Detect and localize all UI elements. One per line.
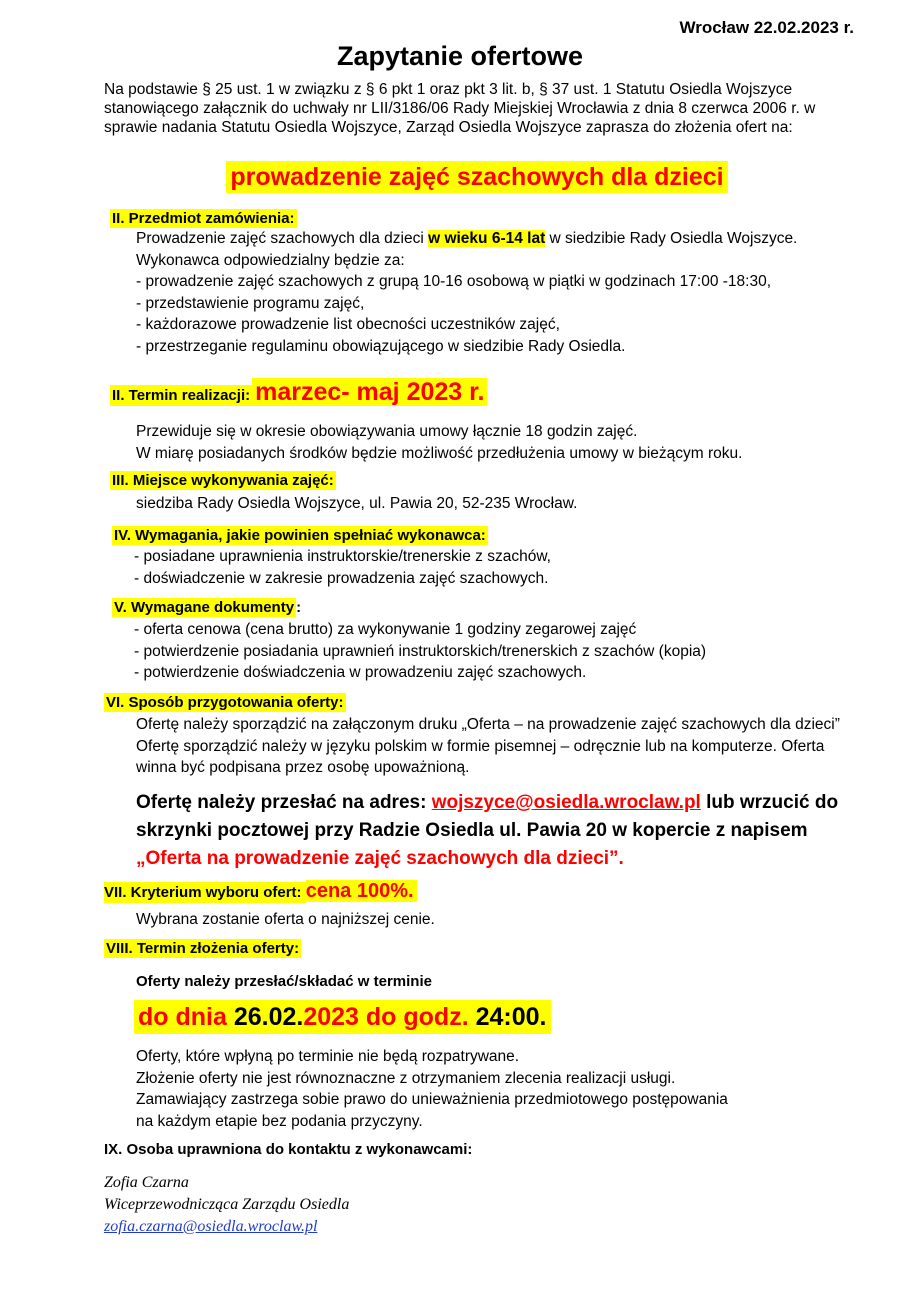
heading-text: VII. Kryterium wyboru ofert: [104, 884, 306, 901]
term-line: W miarę posiadanych środków będzie możliwość przedłużenia umowy w bieżącym roku. [136, 444, 743, 462]
list-item: - oferta cenowa (cena brutto) za wykonywanie 1 godziny zegarowej zajęć [134, 621, 637, 638]
subject-heading [0, 163, 920, 192]
heading-text: V. Wymagane dokumenty [114, 599, 295, 616]
section-term-heading [110, 378, 487, 407]
deadline-lead: Oferty należy przesłać/składać w terminie [136, 973, 432, 990]
heading-colon: : [296, 599, 302, 616]
text: 26.02. [233, 1003, 304, 1031]
criterion-line: Wybrana zostanie oferta o najniższej cenie. [136, 911, 435, 928]
list-item: - potwierdzenie posiadania uprawnień instruktorskich/trenerskich z szachów (kopia) [134, 642, 707, 660]
list-item: - przestrzeganie regulaminu obowiązującego w siedzibie Rady Osiedla. [136, 337, 626, 355]
subject-text: prowadzenie zajęć szachowych dla dzieci [226, 161, 727, 193]
text: 2023 do godz. [303, 1003, 476, 1031]
section-requirements-body [134, 546, 551, 589]
deadline-highlight [134, 1000, 551, 1034]
place-line: siedziba Rady Osiedla Wojszyce, ul. Pawia 20, 52-235 Wrocław. [136, 495, 578, 512]
heading-text: II. Termin realizacji: [112, 387, 251, 404]
section-subject-heading [110, 210, 297, 227]
age-range-highlight: w wieku 6-14 lat [428, 230, 546, 247]
deadline-line: Złożenie oferty nie jest równoznaczne z otrzymaniem zlecenia realizacji usługi. [136, 1069, 676, 1087]
subject-line-2: Wykonawca odpowiedzialny będzie za: [136, 251, 405, 269]
contact-email-link[interactable]: zofia.czarna@osiedla.wroclaw.pl [104, 1218, 318, 1235]
preparation-line: Ofertę sporządzić należy w języku polskim w formie pisemnej – odręcznie lub na komputerze. Oferta [136, 737, 825, 755]
list-item: - przedstawienie programu zajęć, [136, 294, 365, 312]
preparation-line: winna być podpisana przez osobę upoważnioną. [136, 759, 470, 776]
heading-text: IV. Wymagania, jakie powinien spełniać wykonawca: [114, 527, 486, 544]
text: lub wrzucić do [700, 792, 839, 813]
text: Ofertę należy przesłać na adres: [136, 792, 432, 813]
term-value: marzec- maj 2023 r. [252, 378, 487, 406]
section-deadline-heading [104, 940, 301, 957]
section-deadline-body [136, 1046, 728, 1132]
deadline-line: Oferty, które wpłyną po terminie nie będą rozpatrywane. [136, 1048, 520, 1065]
send-line-3: „Oferta na prowadzenie zajęć szachowych dla dzieci”. [136, 848, 624, 869]
contact-block [104, 1172, 349, 1238]
send-line-2: skrzynki pocztowej przy Radzie Osiedla ul. Pawia 20 w kopercie z napisem [136, 820, 808, 841]
deadline-line: Zamawiający zastrzega sobie prawo do unieważnienia przedmiotowego postępowania [136, 1091, 728, 1108]
deadline-value [134, 1003, 551, 1032]
intro-paragraph: Na podstawie § 25 ust. 1 w związku z § 6 pkt 1 oraz pkt 3 lit. b, § 37 ust. 1 Statutu Osiedla Wojszyce stanowiącego załącznik do uchwały nr LII/3186/06 Rady Miejskiej Wrocławia z dnia 8 czerwca 2006 r. w sprawie nadania Statutu Osiedla Wojszyce, Zarząd Osiedla Wojszyce zaprasza do złożenia ofert na: [104, 81, 816, 136]
term-line: Przewiduje się w okresie obowiązywania umowy łącznie 18 godzin zajęć. [136, 423, 638, 440]
contact-name: Zofia Czarna [104, 1174, 189, 1191]
list-item: - potwierdzenie doświadczenia w prowadzeniu zajęć szachowych. [134, 664, 587, 681]
list-item: - posiadane uprawnienia instruktorskie/trenerskie z szachów, [134, 548, 551, 565]
email-link[interactable]: wojszyce@osiedla.wroclaw.pl [431, 792, 701, 813]
section-subject-body [136, 228, 797, 357]
send-instructions [136, 789, 838, 873]
section-preparation-body [136, 714, 840, 779]
heading-text: VIII. Termin złożenia oferty: [106, 940, 300, 957]
heading-text: III. Miejsce wykonywania zajęć: [112, 472, 334, 489]
section-criterion-heading [104, 880, 417, 903]
section-term-body [136, 421, 742, 464]
document-date: Wrocław 22.02.2023 r. [679, 18, 854, 37]
contact-role: Wiceprzewodnicząca Zarządu Osiedla [104, 1196, 350, 1213]
criterion-value: cena 100%. [306, 880, 417, 902]
subject-line-1 [136, 228, 797, 250]
text: w siedzibie Rady Osiedla Wojszyce. [545, 230, 798, 247]
heading-text: II. Przedmiot zamówienia: [112, 210, 295, 227]
section-documents-heading [112, 599, 301, 616]
text: Prowadzenie zajęć szachowych dla dzieci [136, 230, 429, 247]
list-item: - doświadczenie w zakresie prowadzenia zajęć szachowych. [134, 569, 549, 587]
section-requirements-heading [112, 527, 488, 544]
heading-text: VI. Sposób przygotowania oferty: [106, 694, 344, 711]
text: 24:00. [475, 1003, 547, 1031]
list-item: - każdorazowe prowadzenie list obecności uczestników zajęć, [136, 316, 560, 333]
text: do dnia [138, 1003, 234, 1031]
send-line-1 [136, 789, 838, 817]
preparation-line: Ofertę należy sporządzić na załączonym druku „Oferta – na prowadzenie zajęć szachowych dla dzieci” [136, 716, 840, 733]
section-place-heading [110, 472, 336, 489]
deadline-line: na każdym etapie bez podania przyczyny. [136, 1112, 423, 1130]
list-item: - prowadzenie zajęć szachowych z grupą 10-16 osobową w piątki w godzinach 17:00 -18:30, [136, 273, 772, 290]
section-contact-heading: IX. Osoba uprawniona do kontaktu z wykonawcami: [104, 1141, 473, 1158]
section-preparation-heading [104, 694, 346, 711]
section-documents-body [134, 619, 706, 684]
page-title: Zapytanie ofertowe [336, 41, 584, 71]
